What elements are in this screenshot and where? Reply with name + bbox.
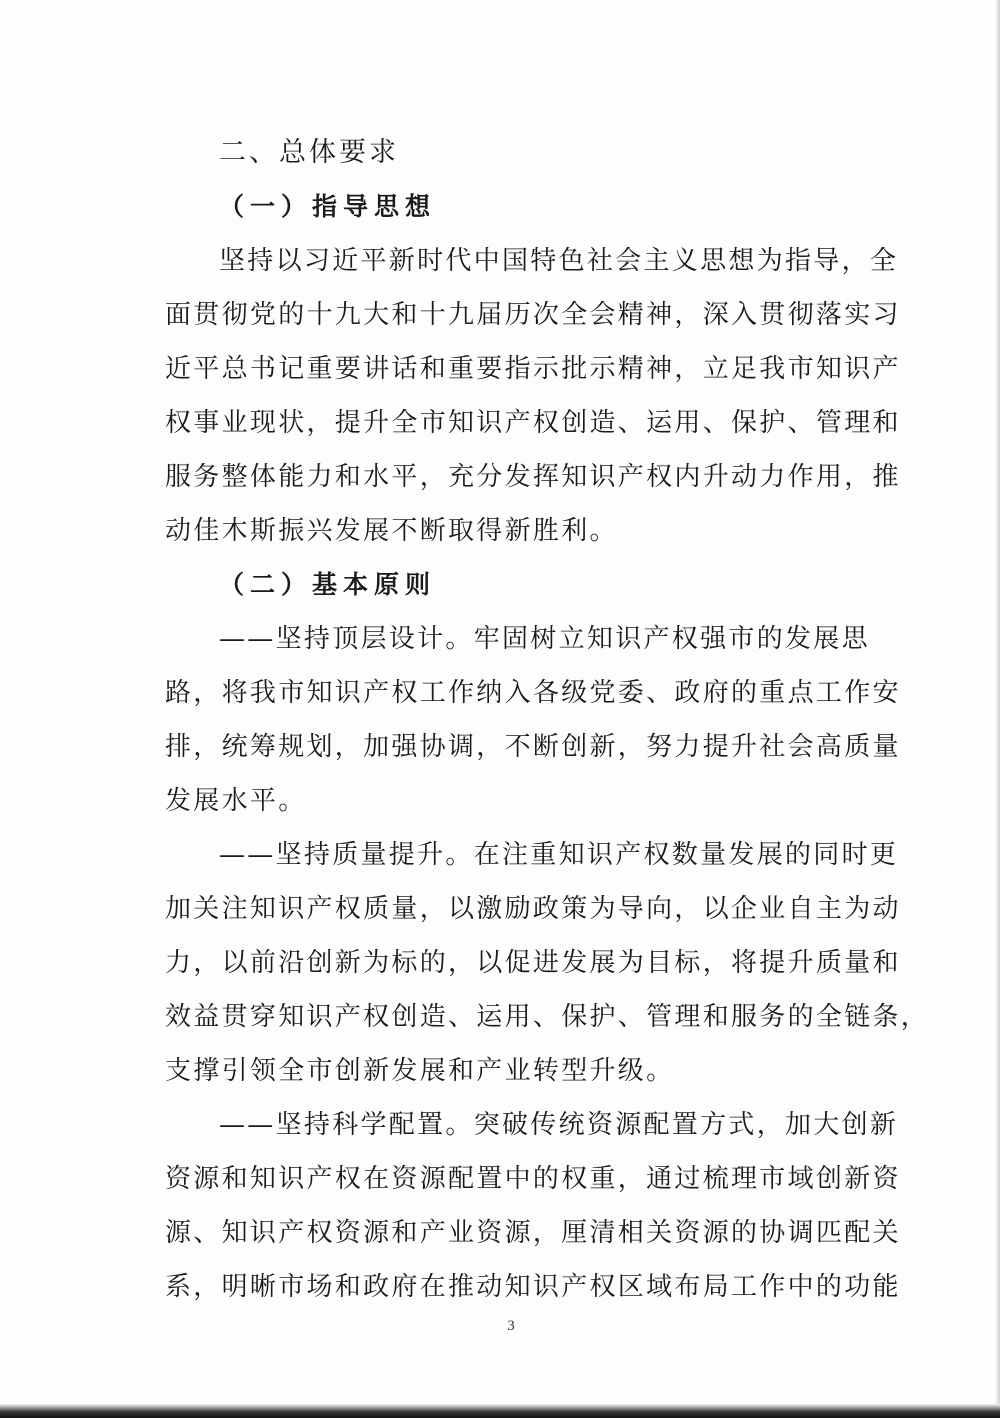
paragraph-principle-allocation [165,1098,901,1314]
subsection-heading-guiding: （一）指导思想 [219,192,437,221]
text-line: 权事业现状，提升全市知识产权创造、运用、保护、管理和 [165,408,901,438]
text-line: ——坚持科学配置。突破传统资源配置方式，加大创新 [219,1110,899,1140]
section-heading: 二、总体要求 [219,137,399,168]
text-line: 坚持以习近平新时代中国特色社会主义思想为指导，全 [219,246,899,276]
text-line: 加关注知识产权质量，以激励政策为导向，以企业自主为动 [165,894,901,924]
text-line: 近平总书记重要讲话和重要指示批示精神，立足我市知识产 [165,354,901,384]
text-line: ——坚持顶层设计。牢固树立知识产权强市的发展思 [219,624,870,654]
text-line: ——坚持质量提升。在注重知识产权数量发展的同时更 [219,840,899,870]
paragraph-principle-quality [165,828,930,1098]
page-body [165,126,930,1314]
text-line: 路，将我市知识产权工作纳入各级党委、政府的重点工作安 [165,678,901,708]
scan-shadow-right [995,0,1000,1418]
text-line: 动佳木斯振兴发展不断取得新胜利。 [165,516,618,546]
paragraph-guiding-thought [165,234,901,558]
page-number: 3 [507,1318,515,1334]
paragraph-principle-top-level-design [165,612,901,828]
text-line: 发展水平。 [165,786,307,816]
text-line: 支撑引领全市创新发展和产业转型升级。 [165,1056,675,1086]
subsection-heading-principles: （二）基本原则 [219,570,437,599]
text-line: 力，以前沿创新为标的，以促进发展为目标，将提升质量和 [165,948,901,978]
text-line: 服务整体能力和水平，充分发挥知识产权内升动力作用，推 [165,462,901,492]
text-line: 资源和知识产权在资源配置中的权重，通过梳理市域创新资 [165,1164,901,1194]
text-line: 效益贯穿知识产权创造、运用、保护、管理和服务的全链条， [165,1002,930,1032]
text-line: 系，明晰市场和政府在推动知识产权区域布局工作中的功能 [165,1272,901,1302]
text-line: 排，统筹规划，加强协调，不断创新，努力提升社会高质量 [165,732,901,762]
text-line: 面贯彻党的十九大和十九届历次全会精神，深入贯彻落实习 [165,300,901,330]
text-line: 源、知识产权资源和产业资源，厘清相关资源的协调匹配关 [165,1218,901,1248]
scan-shadow-bottom [0,1404,1000,1418]
